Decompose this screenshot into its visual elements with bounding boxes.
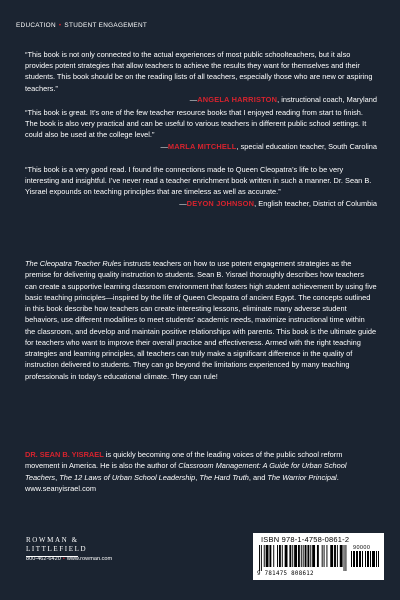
quote-attribution bbox=[25, 141, 377, 152]
quote-attribution bbox=[25, 94, 377, 105]
quote-author-name: ANGELA HARRISTON bbox=[197, 94, 278, 104]
isbn-label: ISBN 978-1-4758-0861-2 bbox=[261, 535, 350, 544]
other-book-title: Classroom Management: A Guide for Urban School Teachers bbox=[25, 461, 347, 482]
other-book-title: The 12 Laws of Urban School Leadership bbox=[59, 472, 196, 482]
quote-author-name: MARLA MITCHELL bbox=[167, 141, 237, 151]
publisher-phone: 800-462-6420 bbox=[26, 556, 61, 562]
attribution-dash: — bbox=[189, 94, 198, 104]
endorsement-quote-3 bbox=[25, 164, 377, 209]
book-title-italic: The Cleopatra Teacher Rules bbox=[25, 259, 122, 268]
logo-line-1: ROWMAN & bbox=[26, 536, 79, 544]
barcode-addon-bars-icon bbox=[351, 551, 379, 571]
barcode-digits: 9 781475 808612 bbox=[257, 571, 314, 577]
isbn-barcode bbox=[253, 533, 384, 580]
price-code: 90000 bbox=[353, 545, 371, 551]
publisher-contact bbox=[26, 556, 112, 562]
quote-author-role: , special education teacher, South Carolina bbox=[236, 141, 377, 151]
author-website: www.seanyisrael.com bbox=[25, 483, 97, 493]
quote-author-name: DEYON JOHNSON bbox=[186, 198, 255, 208]
bio-text: is quickly becoming one of the leading voices of the public school reform movement in America. He is also the author of bbox=[25, 450, 343, 471]
other-book-title: The Warrior Principal bbox=[267, 472, 337, 482]
attribution-dash: — bbox=[179, 198, 187, 208]
quote-author-role: , instructional coach, Maryland bbox=[277, 94, 377, 104]
endorsement-quote-2 bbox=[25, 107, 377, 152]
publisher-logo bbox=[26, 536, 116, 557]
category-education: EDUCATION bbox=[16, 22, 56, 29]
separator-text: . bbox=[336, 472, 339, 482]
author-name: DR. SEAN B. YISRAEL bbox=[25, 450, 104, 459]
quote-text: “This book is a very good read. I found the connections made to Queen Cleopatra’s life to be very interesting and insightful. I’ve never read a teacher enrichment book written in such a manner. Dr. Sean B. Yisrael expounds on teaching principles that are timeless as well as accurate.” bbox=[25, 165, 372, 197]
separator-text: , and bbox=[248, 472, 268, 482]
quote-text: “This book is not only connected to the actual experiences of most public schoolteachers, but it also provides potent strategies that allow teachers to achieve the results they want for themselves and their students. This book should be on the reading lists of all teachers, especially those who are new or aspiring teachers.” bbox=[25, 50, 373, 93]
separator-text: , bbox=[195, 472, 200, 482]
description-body: instructs teachers on how to use potent engagement strategies as the premise for delivering quality instruction to students. Sean B. Yisrael thoroughly describes how teachers can create a supportive learning classroom environment that fosters high student achievement by using five basic teaching principles—inspired by the life of Queen Cleopatra of ancient Egypt. The concepts outlined in this book describe how teachers can create interesting lessons, eliminate many adverse student behaviors, use different modalities to meet students’ academic needs, maximize instructional time within the classroom, and develop and maintain positive relationships with parents. This book is the ultimate guide for teachers who want to improve their overall practice and effectiveness. Armed with the right teaching strategies and learning principles, all teachers can truly make a significant difference in the quality of instruction delivered to students. They can go beyond the limitations experienced by many teaching professionals in today’s educational climate. They can rule! bbox=[25, 259, 377, 381]
bullet-separator-icon: • bbox=[62, 556, 65, 562]
quote-attribution bbox=[25, 198, 377, 209]
category-student-engagement: STUDENT ENGAGEMENT bbox=[64, 22, 148, 29]
quote-author-role: , English teacher, District of Columbia bbox=[254, 198, 377, 208]
barcode-bars-icon bbox=[259, 545, 349, 571]
logo-line-2: LITTLEFIELD bbox=[26, 545, 88, 553]
endorsement-quote-1 bbox=[25, 49, 377, 105]
attribution-dash: — bbox=[160, 141, 168, 151]
bullet-separator-icon: • bbox=[58, 22, 62, 29]
publisher-website: www.rowman.com bbox=[66, 556, 113, 562]
description-paragraph bbox=[25, 258, 377, 382]
bio-paragraph bbox=[25, 449, 377, 494]
quote-text: “This book is great. It’s one of the few teacher resource books that I enjoyed reading from start to finish. The book is also very practical and can be useful to various teachers in different public school settings. It could also be used at the college level.” bbox=[25, 108, 367, 140]
author-bio bbox=[25, 449, 377, 494]
book-description bbox=[25, 258, 377, 382]
other-book-title: The Hard Truth bbox=[199, 472, 249, 482]
separator-text: , bbox=[55, 472, 60, 482]
category-label bbox=[16, 22, 147, 29]
